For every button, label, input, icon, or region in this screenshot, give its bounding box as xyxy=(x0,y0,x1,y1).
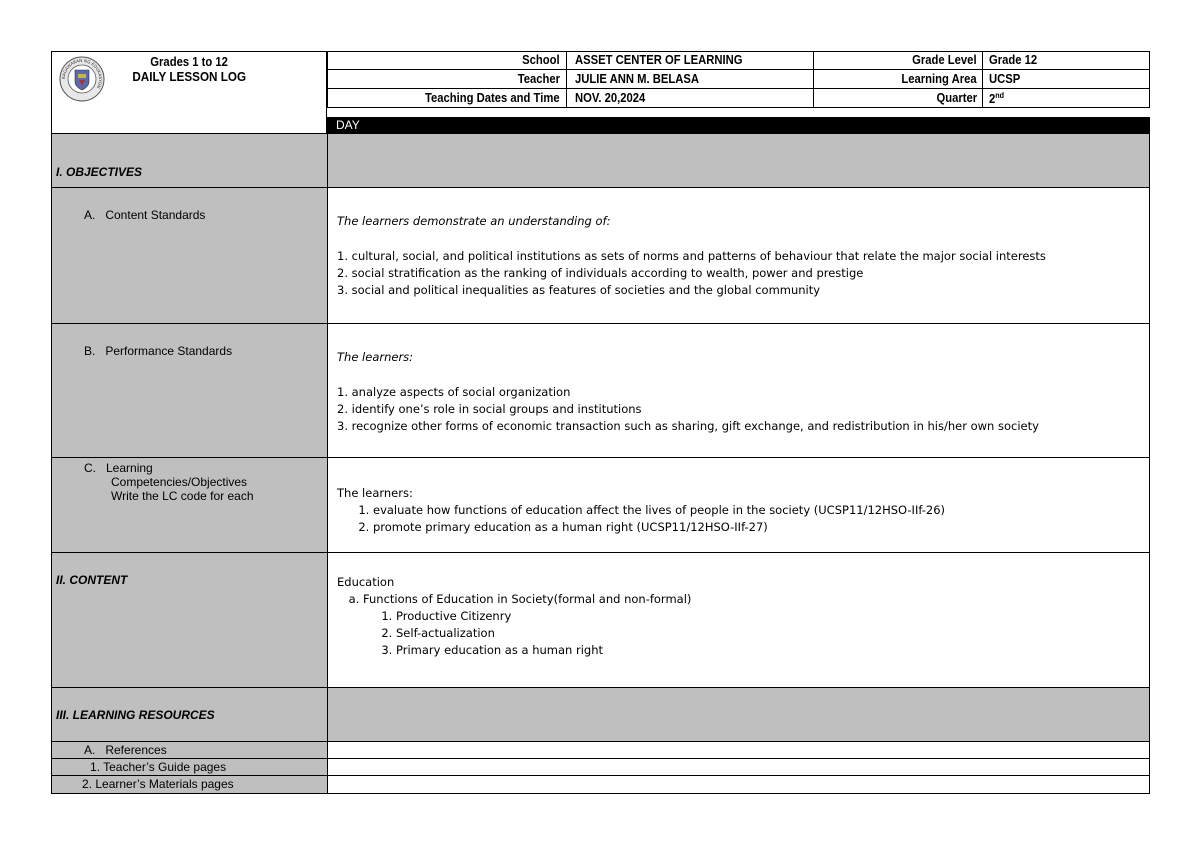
quarter-value: 2nd xyxy=(989,91,1005,107)
content-standard-item: 3. social and political inequalities as features of societies and the global community xyxy=(337,283,821,297)
content-heading-cell xyxy=(51,552,328,688)
grade-level-value: Grade 12 xyxy=(989,53,1038,67)
performance-standard-item: 3. recognize other forms of economic transaction such as sharing, gift exchange, and redistribution in his/her own society xyxy=(337,419,1039,433)
teachers-guide-label: 1. Teacher’s Guide pages xyxy=(90,760,227,774)
quarter-value-cell xyxy=(982,88,1150,108)
content-standards-cell xyxy=(327,187,1150,324)
performance-standards-label: B. Performance Standards xyxy=(84,344,233,358)
teacher-value-cell xyxy=(566,69,814,89)
competencies-label-line1: C. Learning xyxy=(84,461,153,475)
content-sub-item xyxy=(363,591,1133,659)
competency-item: 2. promote primary education as a human right (UCSP11/12HSO-IIf-27) xyxy=(373,519,1143,536)
dates-value: NOV. 20,2024 xyxy=(575,91,646,105)
content-standard-item: 1. cultural, social, and political institutions as sets of norms and patterns of behaviour that relate the major social interests xyxy=(337,249,1046,263)
content-standards-intro: The learners demonstrate an understanding of: xyxy=(337,214,611,228)
quarter-label-cell xyxy=(813,88,983,108)
competency-item: 1. evaluate how functions of education affect the lives of people in the society (UCSP11/12HSO-IIf-26) xyxy=(373,502,1143,519)
teacher-label: Teacher xyxy=(517,72,560,86)
competencies-intro: The learners: xyxy=(337,486,413,500)
teachers-guide-cell xyxy=(327,758,1150,776)
content-standards-label: A. Content Standards xyxy=(84,208,206,222)
learning-area-value-cell xyxy=(982,69,1150,89)
learning-area-value: UCSP xyxy=(989,72,1021,86)
content-item: 3. Primary education as a human right xyxy=(396,642,1133,659)
content-standards-list xyxy=(337,248,1147,299)
title-daily-lesson-log: DAILY LESSON LOG xyxy=(132,69,246,84)
dates-label-cell xyxy=(327,88,567,108)
content-heading: II. CONTENT xyxy=(56,573,128,587)
performance-standard-item: 2. identify one’s role in social groups and institutions xyxy=(337,402,642,416)
learners-materials-label-cell xyxy=(51,775,328,794)
content-standards-label-cell xyxy=(51,187,328,324)
competencies-list xyxy=(373,502,1143,536)
grade-level-label: Grade Level xyxy=(912,53,977,67)
school-label: School xyxy=(522,53,560,67)
learners-materials-label: 2. Learner’s Materials pages xyxy=(82,777,234,791)
references-label: A. References xyxy=(84,743,167,757)
competencies-cell xyxy=(327,457,1150,553)
day-left-cell xyxy=(51,117,327,134)
learning-area-label: Learning Area xyxy=(901,72,977,86)
performance-standards-cell xyxy=(327,323,1150,458)
content-cell xyxy=(327,552,1150,688)
school-label-cell xyxy=(327,51,567,70)
resources-heading-cell xyxy=(51,687,328,742)
grade-level-label-cell xyxy=(813,51,983,70)
resources-right-cell xyxy=(327,687,1150,742)
grade-level-value-cell xyxy=(982,51,1150,70)
content-item: 2. Self-actualization xyxy=(396,625,1133,642)
dates-value-cell xyxy=(566,88,814,108)
competencies-label-line3: Write the LC code for each xyxy=(111,489,254,503)
content-items-list xyxy=(363,608,1133,659)
school-value-cell xyxy=(566,51,814,70)
references-cell xyxy=(327,741,1150,759)
learners-materials-cell xyxy=(327,775,1150,794)
competencies-label xyxy=(84,461,254,503)
quarter-label: Quarter xyxy=(936,91,977,105)
objectives-right-cell xyxy=(327,133,1150,188)
dates-label: Teaching Dates and Time xyxy=(425,91,560,105)
learning-area-label-cell xyxy=(813,69,983,89)
objectives-heading-cell xyxy=(51,133,328,188)
day-bar xyxy=(327,117,1150,134)
objectives-heading: I. OBJECTIVES xyxy=(56,165,143,179)
performance-standard-item: 1. analyze aspects of social organization xyxy=(337,385,571,399)
references-label-cell xyxy=(51,741,328,759)
title-grades: Grades 1 to 12 xyxy=(150,55,228,69)
day-label: DAY xyxy=(336,118,360,132)
content-item: 1. Productive Citizenry xyxy=(396,608,1133,625)
svg-text:KAGAWARAN NG EDUKASYON: KAGAWARAN NG EDUKASYON xyxy=(60,57,104,90)
competencies-label-line2: Competencies/Objectives xyxy=(111,475,248,489)
content-topic: Education xyxy=(337,575,395,589)
competencies-label-cell xyxy=(51,457,328,553)
teacher-value: JULIE ANN M. BELASA xyxy=(575,72,699,86)
content-sub-list xyxy=(363,591,1133,659)
resources-heading: III. LEARNING RESOURCES xyxy=(56,708,215,722)
content-sub-item-text: Functions of Education in Society(formal and non-formal) xyxy=(363,592,692,606)
performance-standards-intro: The learners: xyxy=(337,350,414,364)
school-value: ASSET CENTER OF LEARNING xyxy=(575,53,743,67)
teachers-guide-label-cell xyxy=(51,758,328,776)
content-standard-item: 2. social stratification as the ranking of individuals according to wealth, power and prestige xyxy=(337,266,864,280)
performance-standards-list xyxy=(337,384,1147,435)
teacher-label-cell xyxy=(327,69,567,89)
performance-standards-label-cell xyxy=(51,323,328,458)
